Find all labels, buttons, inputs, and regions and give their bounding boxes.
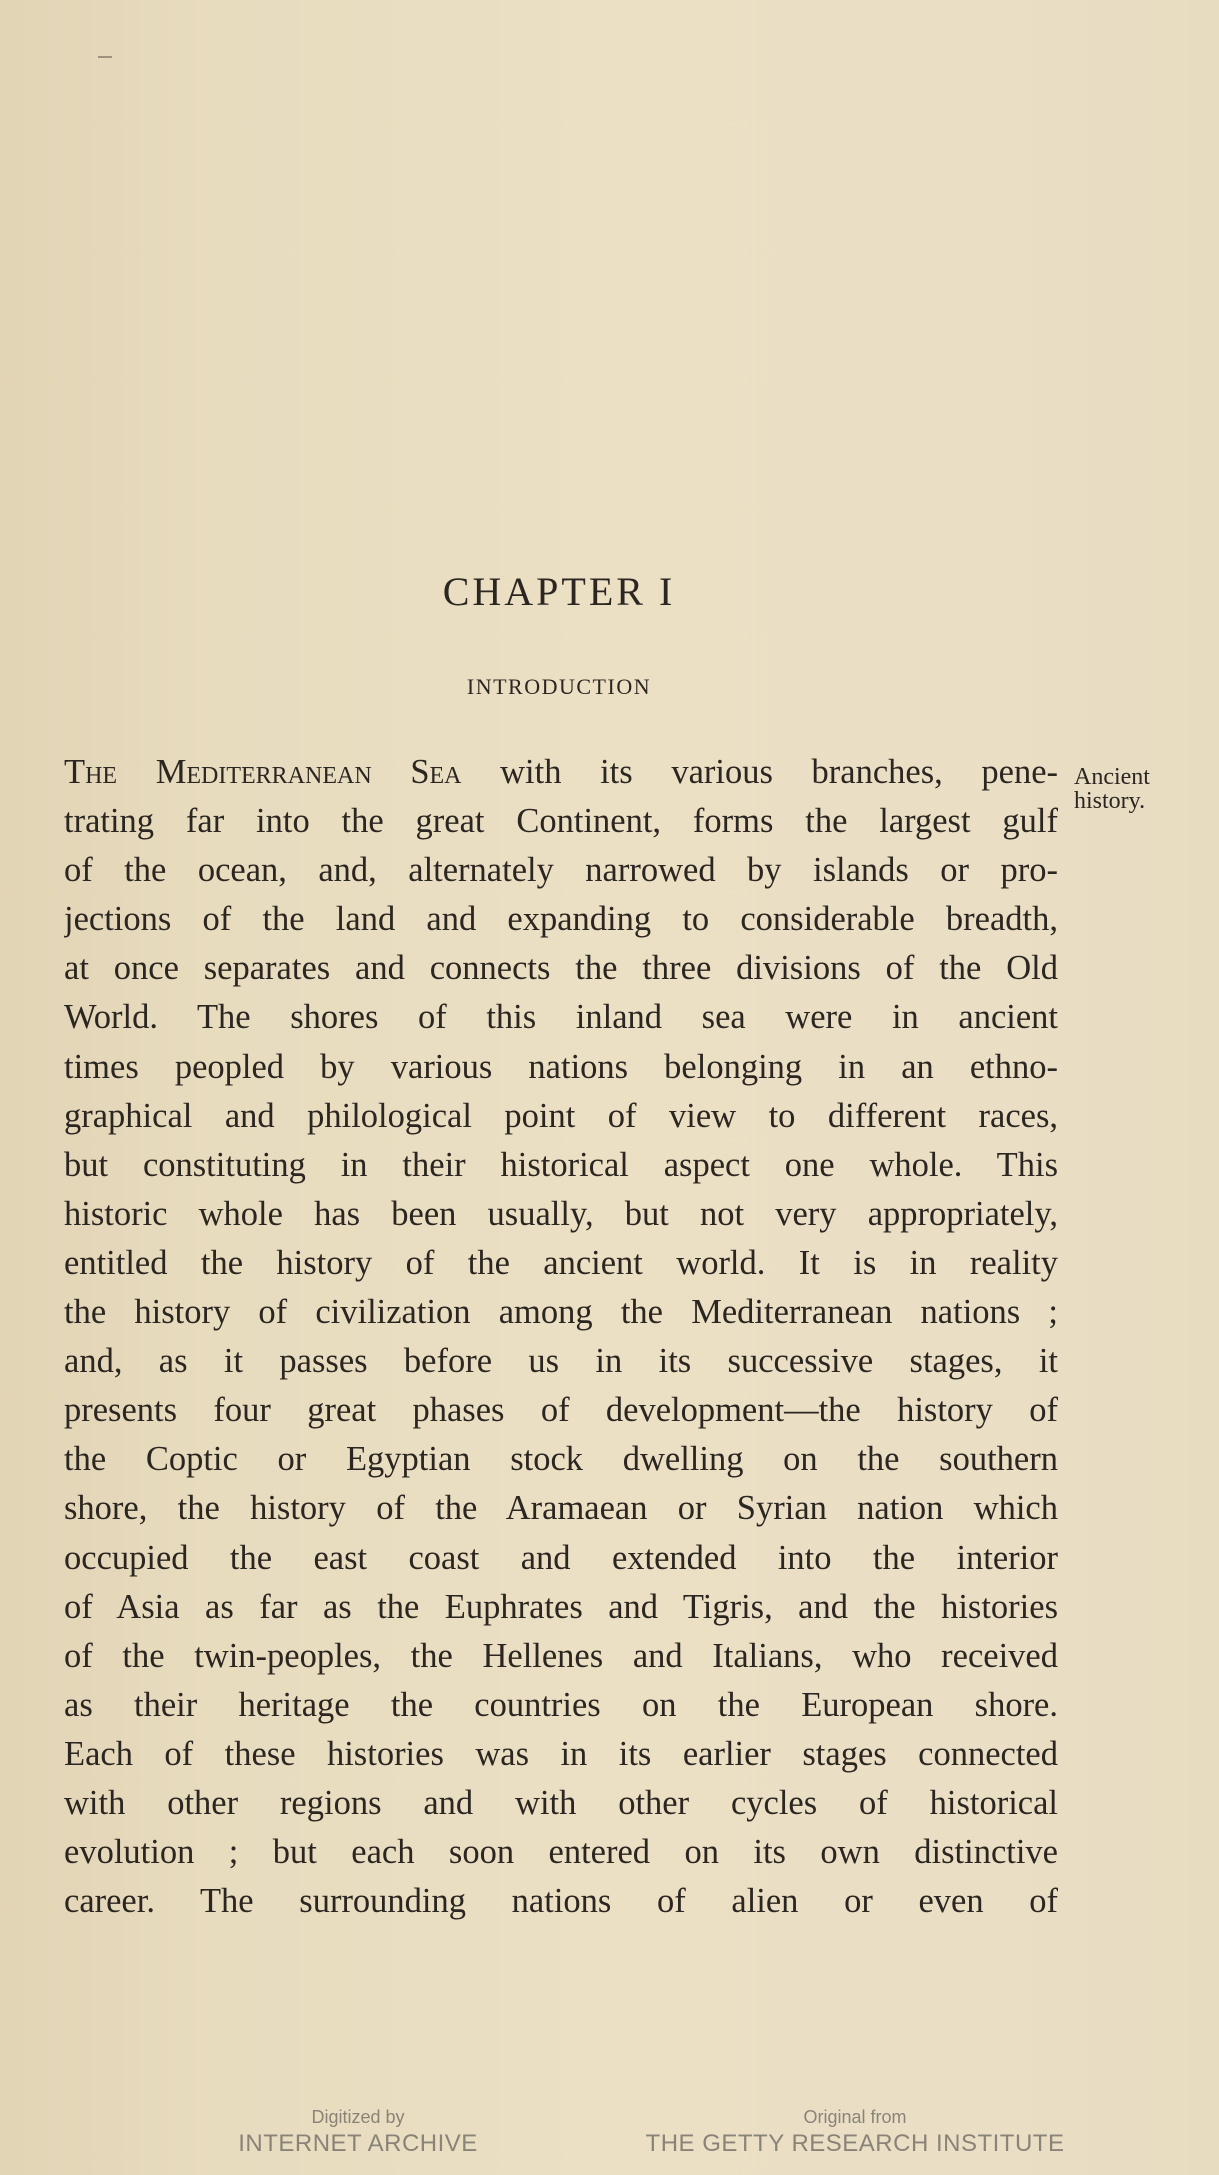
internet-archive-label: INTERNET ARCHIVE	[238, 2130, 478, 2157]
getty-institute-label: THE GETTY RESEARCH INSTITUTE	[645, 2130, 1065, 2157]
text-line: of Asia as far as the Euphrates and Tigris, and the histories	[64, 1587, 1058, 1626]
text-line: historic whole has been usually, but not very appropriately,	[64, 1194, 1058, 1233]
text-line: but constituting in their historical aspect one whole. This	[64, 1145, 1058, 1184]
margin-note-line: history.	[1074, 788, 1146, 814]
text-line: trating far into the great Continent, forms the largest gulf	[64, 802, 1058, 841]
margin-note-line: Ancient	[1074, 764, 1150, 790]
text-line: of the ocean, and, alternately narrowed by islands or pro-	[64, 851, 1058, 890]
chapter-title: CHAPTER I	[442, 569, 676, 614]
body-paragraph	[64, 748, 1058, 1926]
digitized-by-credit	[228, 2106, 488, 2160]
text-line: entitled the history of the ancient world. It is in reality	[64, 1243, 1058, 1282]
opening-words: The Mediterranean Sea	[64, 753, 462, 791]
text-line: graphical and philological point of view to different races,	[64, 1096, 1058, 1135]
text-line: World. The shores of this inland sea were in ancient	[64, 998, 1058, 1037]
text-line: and, as it passes before us in its successive stages, it	[64, 1342, 1058, 1381]
section-title: INTRODUCTION	[466, 674, 652, 699]
text-line: the history of civilization among the Mediterranean nations ;	[64, 1293, 1058, 1332]
text-line: shore, the history of the Aramaean or Syrian nation which	[64, 1489, 1058, 1528]
text-line: jections of the land and expanding to considerable breadth,	[64, 900, 1058, 939]
text-line: career. The surrounding nations of alien or even of	[64, 1882, 1058, 1921]
text-line: evolution ; but each soon entered on its own distinctive	[64, 1833, 1058, 1872]
text-line: Each of these histories was in its earlier stages connected	[64, 1734, 1058, 1773]
text-line: times peopled by various nations belonging in an ethno-	[64, 1047, 1058, 1086]
original-from-label: Original from	[803, 2107, 907, 2127]
margin-mark	[98, 56, 112, 58]
text-line: as their heritage the countries on the European shore.	[64, 1685, 1058, 1724]
text-line: the Coptic or Egyptian stock dwelling on the southern	[64, 1440, 1058, 1479]
text-line: of the twin-peoples, the Hellenes and Italians, who received	[64, 1636, 1058, 1675]
text-line: occupied the east coast and extended into the interior	[64, 1538, 1058, 1577]
text-line: presents four great phases of development—the history of	[64, 1391, 1058, 1430]
text-line: with other regions and with other cycles of historical	[64, 1783, 1058, 1822]
text-line: at once separates and connects the three divisions of the Old	[64, 949, 1058, 988]
text-line: The Mediterranean Sea with its various branches, pene-	[64, 753, 1058, 791]
digitized-by-label: Digitized by	[311, 2107, 405, 2127]
original-from-credit	[640, 2106, 1070, 2160]
margin-note	[1074, 760, 1150, 828]
